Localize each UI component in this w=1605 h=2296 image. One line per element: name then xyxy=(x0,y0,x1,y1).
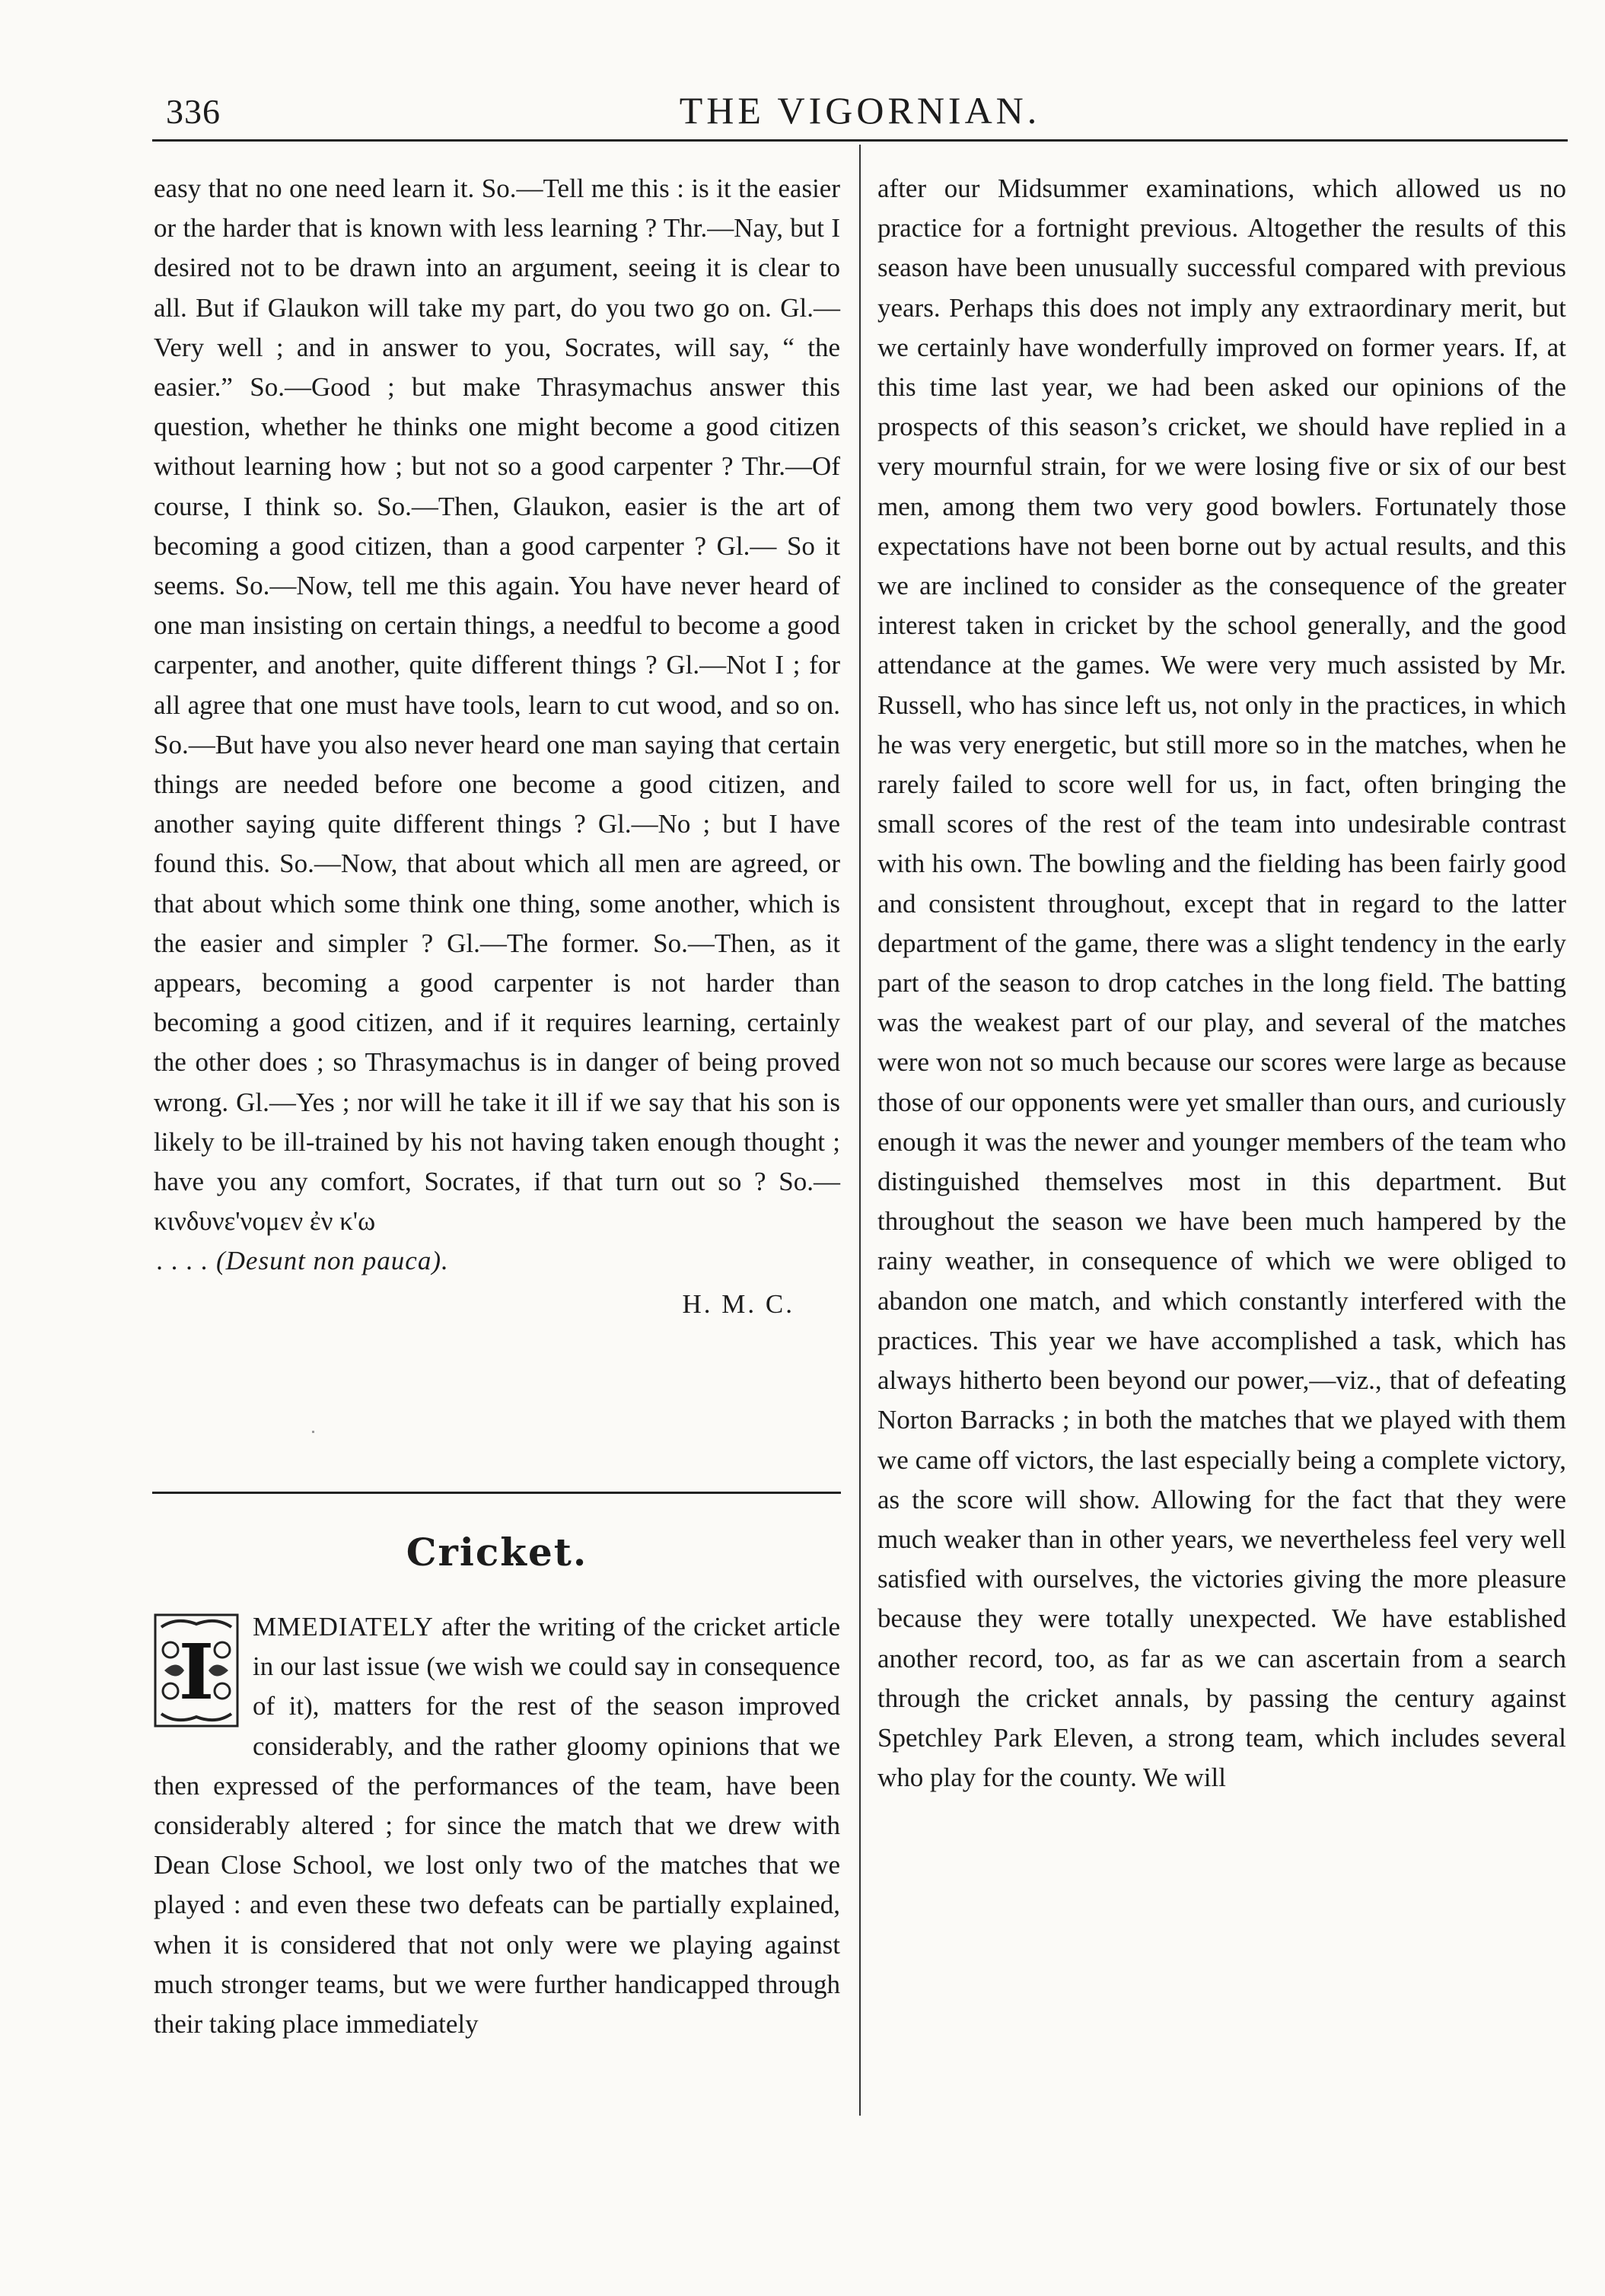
desunt-note: . . . . (Desunt non pauca). xyxy=(157,1246,449,1276)
opening-text: after the writing of the cricket article in our last issue (we wish we could say in consequence of it), matters for the rest of the season improved considerably, and the rather gloomy opinions that we then expressed of the performances of the team, have been considerably altered ; for since the match that we drew with Dean Close School, we lost only two of the matches that we played : and even these two defeats can be partially explained, when it is considered that not only were we playing against much stronger teams, but we were further handicapped through their taking place immediately xyxy=(154,1612,840,2040)
cricket-continuation-paragraph: after our Midsummer examinations, which allowed us no practice for a fortnight previous. Altogether the results of this season have been unusually successful compared with previous years. Perhaps this does not imply any extraordinary merit, but we certainly have wonderfully improved on former years. If, at this time last year, we had been asked our opinions of the prospects of this season’s cricket, we should have replied in a very mournful strain, for we were losing five or six of our best men, among them two very good bowlers. Fortunately those expectations have not been borne out by actual results, and this we are inclined to consider as the consequence of the greater interest taken in cricket by the school generally, and the good attendance at the games. We were very much assisted by Mr. Russell, who has since left us, not only in the practices, in which he was very energetic, but still more so in the matches, when he rarely failed to score well for us, in fact, often bringing the small scores of the rest of the team into undesirable contrast with his own. The bowling and the fielding has been fairly good and consistent throughout, except that in regard to the latter department of the game, there was a slight tendency in the early part of the season to drop catches in the long field. The batting was the weakest part of our play, and several of the matches were won not so much because our scores were large as because those of our opponents were yet smaller than ours, and curiously enough it was the newer and younger members of the team who distinguished themselves most in this department. But throughout the season we have been much hampered by the rainy weather, in consequence of which we were obliged to abandon one match, and which constantly interfered with the practices. This year we have accomplished a task, which has always hitherto been beyond our power,—viz., that of defeating Norton Barracks ; in both the matches that we played with them we came off victors, the last especially being a complete victory, as the score will show. Allowing for the fact that they were much weaker than in other years, we nevertheless feel very well satisfied with ourselves, the victories giving the more pleasure because they were totally unexpected. We have established another record, too, as far as we can ascertain from a search through the cricket annals, by passing the century against Spetchley Park Eleven, a strong team, which includes several who play for the county. We will xyxy=(877,174,1566,1793)
page-header xyxy=(152,76,1568,145)
dialogue-paragraph: easy that no one need learn it. So.—Tell me this : is it the easier or the harder that is known with less learning ? Thr.—Nay, but I desired not to be drawn into an argument, seeing it is clear to all. But if Glaukon will take my part, do you two go on. Gl.— Very well ; and in answer to you, Socrates, will say, “ the easier.” So.—Good ; but make Thrasymachus answer this question, whether he thinks one might become a good citizen without learning how ; but not so a good carpenter ? Thr.—Of course, I think so. So.—Then, Glaukon, easier is the art of becoming a good citizen, than a good carpenter ? Gl.— So it seems. So.—Now, tell me this again. You have never heard of one man insisting on certain things, a needful to become a good carpenter, and another, quite different things ? Gl.—Not I ; for all agree that one must have tools, learn to cut wood, and so on. So.—But have you also never heard one man saying that certain things are needed before one become a good citizen, and another saying quite different things ? Gl.—No ; but I have found this. So.—Now, that about which all men are agreed, or that about which some think one thing, some another, which is the easier and simpler ? Gl.—The former. So.—Then, as it appears, becoming a good carpenter is not harder than becoming a good citizen, and if it requires learning, certainly the other does ; so Thrasymachus is in danger of being proved wrong. Gl.—Yes ; nor will he take it ill if we say that his son is likely to be ill-trained by his not having taken enough thought ; have you any comfort, Socrates, if that turn out so ? So.—κινδυνε'νομεν ἐν κ'ω xyxy=(154,174,840,1237)
author-signature: H. M. C. xyxy=(682,1288,795,1319)
left-column xyxy=(154,169,840,1324)
ornamental-drop-cap xyxy=(154,1613,239,1728)
opening-caps: MMEDIATELY xyxy=(253,1612,434,1642)
header-rule xyxy=(152,139,1568,142)
right-column xyxy=(877,169,1566,1798)
cricket-article-body xyxy=(154,1607,840,2044)
page-number: 336 xyxy=(166,92,221,131)
svg-text:I: I xyxy=(178,1627,215,1717)
section-divider xyxy=(152,1492,841,1494)
cricket-opening-paragraph xyxy=(154,1607,840,2044)
stray-dot xyxy=(312,1431,314,1433)
section-title-cricket: Cricket. xyxy=(406,1530,588,1575)
running-title: THE VIGORNIAN. xyxy=(679,89,1041,132)
column-divider xyxy=(859,145,861,2116)
cricket-article-start xyxy=(154,1607,840,2044)
drop-cap-ornament-icon xyxy=(154,1613,239,1728)
dialogue-text xyxy=(154,169,840,1241)
